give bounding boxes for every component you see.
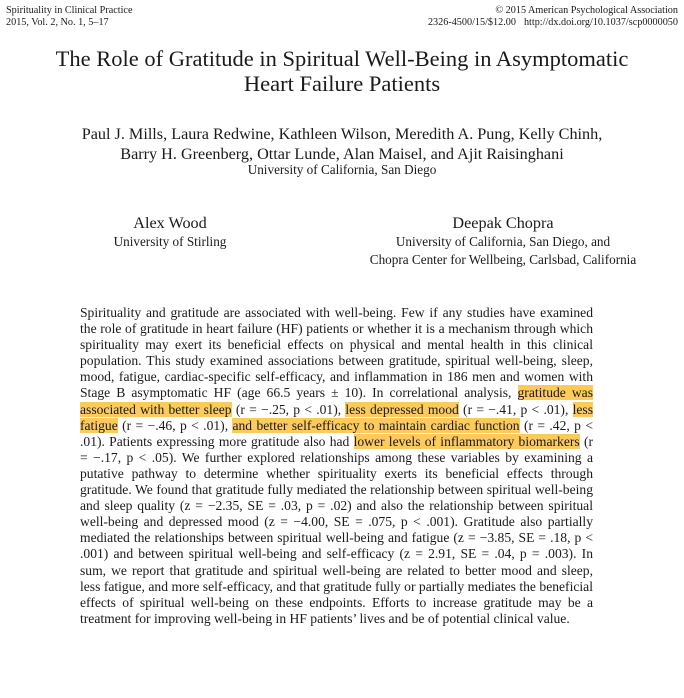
author-name: Alex Wood: [133, 214, 207, 232]
abstract-text: (r = −.25, p < .01),: [231, 401, 346, 417]
journal-header: [6, 5, 132, 28]
abstract-text: (r = −.17, p < .05). We further explored relationships among these variables by examining a putative pathway to determine whether spirituality exerts its beneficial effects through gratitude. We found that gratitude fully mediated the relationship between spiritual well-being and sleep quality (z = −2.35, SE = .03, p = .02) and also the relationship between spiritual well-being and depressed mood (z = −4.00, SE = .075, p < .001). Gratitude also partially mediated the relationships between spiritual well-being and fatigue (z = −3.85, SE = .18, p < .001) and between spiritual well-being and self-efficacy (z = 2.91, SE = .04, p = .003). In sum, we report that gratitude and spiritual well-being are related to better mood and sleep, less fatigue, and more self-efficacy, and that gratitude fully or partially mediates the beneficial effects of spiritual well-being on these endpoints. Efforts to increase gratitude may be a treatment for improving well-being in HF patients’ lives and be of potential clinical value.: [80, 433, 594, 626]
volume-info: 2015, Vol. 2, No. 1, 5–17: [6, 16, 109, 28]
highlighted-text[interactable]: less fatigue: [80, 401, 593, 433]
title-line-2: Heart Failure Patients: [243, 71, 441, 96]
title-line-1: The Role of Gratitude in Spiritual Well-Being in Asymptomatic: [55, 46, 629, 71]
publisher-header: [428, 5, 678, 28]
abstract: [80, 305, 593, 627]
abstract-text: (r = −.46, p < .01),: [117, 417, 233, 433]
journal-name: Spirituality in Clinical Practice: [6, 5, 133, 16]
author-affiliation: University of Stirling: [113, 234, 227, 249]
highlighted-text[interactable]: gratitude was associated with better sleep: [80, 385, 594, 417]
author-block-chopra: [350, 213, 656, 269]
issn-doi-line: [428, 17, 678, 29]
highlighted-text[interactable]: less depressed mood: [345, 401, 459, 417]
author-list: [0, 125, 684, 164]
author-line-1: Paul J. Mills, Laura Redwine, Kathleen Wilson, Meredith A. Pung, Kelly Chinh,: [81, 125, 603, 143]
issn-price: 2326-4500/15/$12.00: [427, 16, 516, 28]
author-affiliation: Chopra Center for Wellbeing, Carlsbad, California: [369, 252, 637, 267]
abstract-text: (r = .42, p < .01). Patients expressing more gratitude also had: [80, 417, 593, 449]
doi-link[interactable]: http://dx.doi.org/10.1037/scp0000050: [523, 16, 678, 28]
author-affiliation: University of California, San Diego, and: [395, 234, 611, 249]
highlighted-text[interactable]: and better self-efficacy to maintain cardiac function: [232, 417, 520, 433]
author-line-2: Barry H. Greenberg, Ottar Lunde, Alan Maisel, and Ajit Raisinghani: [120, 144, 564, 163]
abstract-text: (r = −.41, p < .01),: [458, 401, 573, 417]
paper-title: [0, 46, 684, 96]
highlighted-text[interactable]: lower levels of inflammatory biomarkers: [353, 433, 580, 449]
author-name: Deepak Chopra: [452, 214, 554, 232]
primary-affiliation: University of California, San Diego: [247, 162, 437, 177]
abstract-text: Spirituality and gratitude are associated with well-being. Few if any studies have examined the role of gratitude in heart failure (HF) patients or whether it is a mechanism through which spirituality may exert its beneficial effects on physical and mental health in this clinical population. This study examined associations between gratitude, spiritual well-being, sleep, mood, fatigue, cardiac-specific self-efficacy, and inflammation in 186 men and women with Stage B asymptomatic HF (age 66.5 years ± 10). In correlational analysis,: [80, 305, 593, 401]
author-block-wood: [70, 213, 270, 251]
copyright-notice: © 2015 American Psychological Association: [495, 5, 678, 16]
